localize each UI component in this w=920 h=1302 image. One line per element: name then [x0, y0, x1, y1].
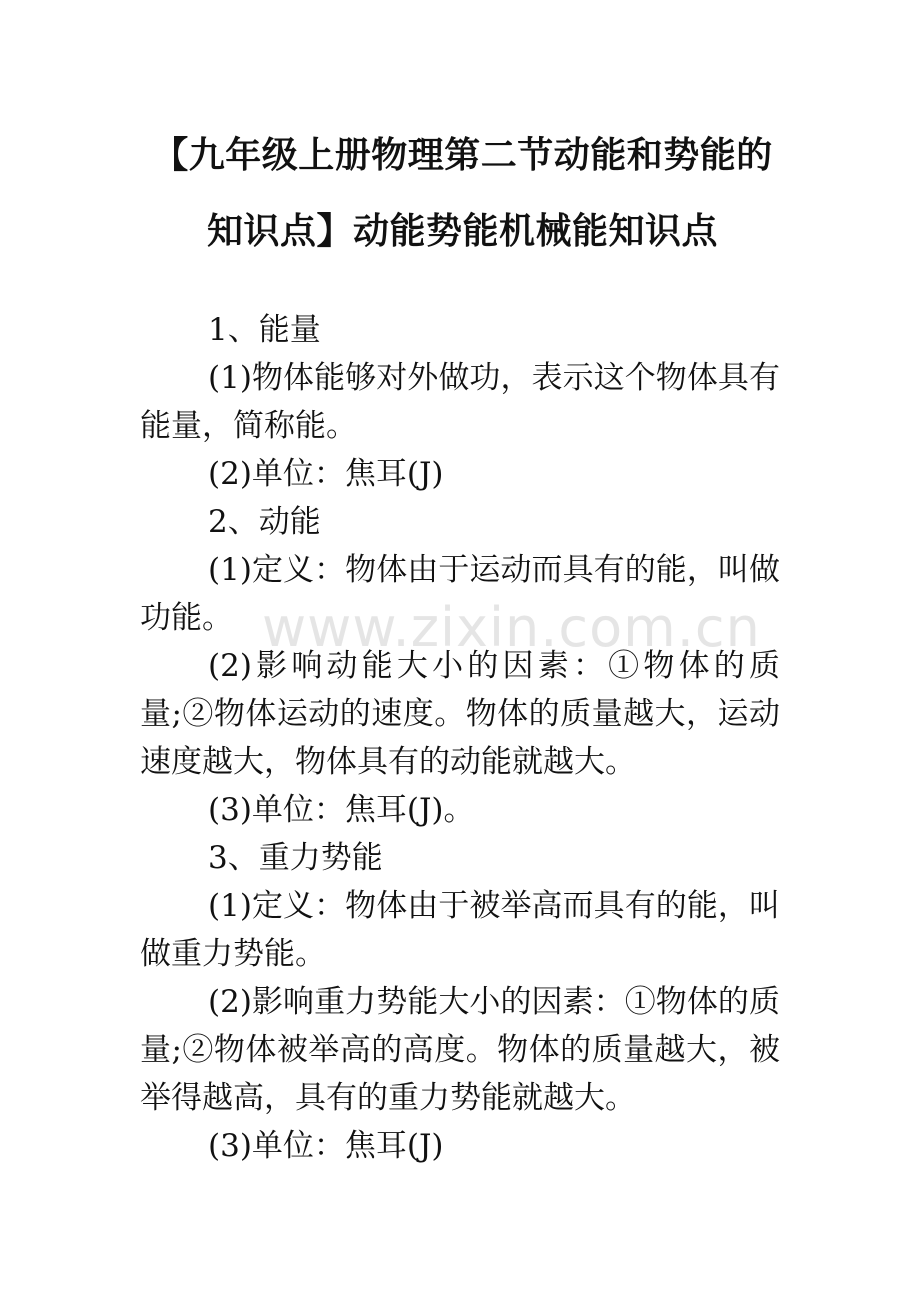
paragraph-kinetic-definition: (1)定义：物体由于运动而具有的能，叫做功能。: [140, 552, 780, 636]
paragraph-potential-unit: (3)单位：焦耳(J): [208, 1128, 444, 1164]
paragraph-potential-definition: (1)定义：物体由于被举高而具有的能，叫做重力势能。: [140, 888, 780, 972]
section-heading-energy: 1、能量: [208, 312, 321, 348]
paragraph-energy-unit: (2)单位：焦耳(J): [208, 456, 444, 492]
document-title: 【九年级上册物理第二节动能和势能的知识点】动能势能机械能知识点: [152, 135, 773, 252]
paragraph-energy-definition: (1)物体能够对外做功，表示这个物体具有能量，简称能。: [140, 360, 780, 444]
section-heading-kinetic-energy: 2、动能: [208, 504, 321, 540]
document-body: [140, 306, 780, 1170]
paragraph-kinetic-unit: (3)单位：焦耳(J)。: [208, 792, 475, 828]
section-heading-gravitational-potential: 3、重力势能: [208, 840, 383, 876]
paragraph-kinetic-factors: (2)影响动能大小的因素：①物体的质量;②物体运动的速度。物体的质量越大，运动速度越大，物体具有的动能就越大。: [140, 648, 780, 780]
watermark: www.zixin.com.cn: [262, 596, 761, 659]
paragraph-potential-factors: (2)影响重力势能大小的因素：①物体的质量;②物体被举高的高度。物体的质量越大，被举得越高，具有的重力势能就越大。: [140, 984, 780, 1116]
